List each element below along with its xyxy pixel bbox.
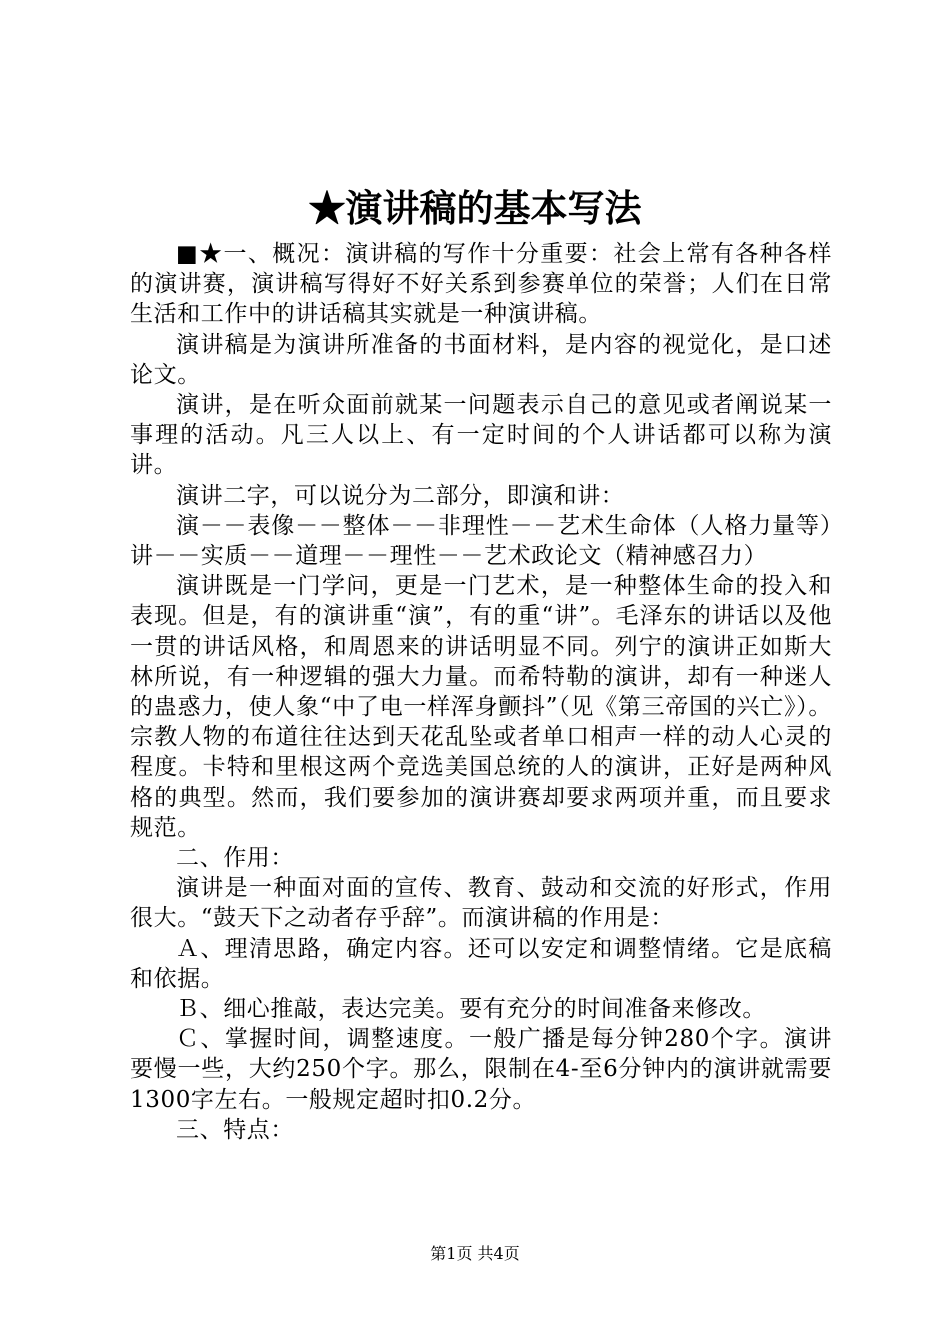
paragraph-speech-meaning: 演讲，是在听众面前就某一问题表示自己的意见或者阐说某一事理的活动。凡三人以上、有一定时间的个人讲话都可以称为演讲。: [130, 392, 832, 479]
paragraph-perform-speak: 演－－表像－－整体－－非理性－－艺术生命体（人格力量等）讲－－实质－－道理－－理性－－艺术政论文（精神感召力）: [130, 512, 832, 570]
heading-function: 二、作用：: [176, 845, 294, 872]
paragraph-two-parts: 演讲二字，可以说分为二部分，即演和讲：: [176, 482, 625, 509]
document-title: ★演讲稿的基本写法: [308, 186, 642, 230]
paragraph-definition: 演讲稿是为演讲所准备的书面材料，是内容的视觉化，是口述论文。: [130, 331, 832, 388]
list-item-b: Ｂ、细心推敲，表达完美。要有充分的时间准备来修改。: [176, 996, 766, 1023]
paragraph-function: 演讲是一种面对面的宣传、教育、鼓动和交流的好形式，作用很大。“鼓天下之动者存乎辞”。而演讲稿的作用是：: [130, 875, 832, 932]
document-body: [130, 239, 832, 1145]
page-number: 第1页 共4页: [430, 1244, 520, 1263]
list-item-c: Ｃ、掌握时间，调整速度。一般广播是每分钟280个字。演讲要慢一些，大约250个字。那么，限制在4-至6分钟内的演讲就需要1300字左右。一般规定超时扣0.2分。: [130, 1026, 832, 1113]
heading-features: 三、特点：: [176, 1116, 294, 1143]
paragraph-overview: ■★一、概况：演讲稿的写作十分重要：社会上常有各种各样的演讲赛，演讲稿写得好不好关系到参赛单位的荣誉；人们在日常生活和工作中的讲话稿其实就是一种演讲稿。: [130, 241, 832, 328]
list-item-a: Ａ、理清思路，确定内容。还可以安定和调整情绪。它是底稿和依据。: [130, 935, 832, 992]
paragraph-art-and-science: 演讲既是一门学问，更是一门艺术，是一种整体生命的投入和表现。但是，有的演讲重“演”，有的重“讲”。毛泽东的讲话以及他一贯的讲话风格，和周恩来的讲话明显不同。列宁的演讲正如斯大林所说，有一种逻辑的强大力量。而希特勒的演讲，却有一种迷人的蛊惑力，使人象“中了电一样浑身颤抖”（见《第三帝国的兴亡》）。宗教人物的布道往往达到天花乱坠或者单口相声一样的动人心灵的程度。卡特和里根这两个竞选美国总统的人的演讲，正好是两种风格的典型。然而，我们要参加的演讲赛却要求两项并重，而且要求规范。: [130, 573, 832, 841]
